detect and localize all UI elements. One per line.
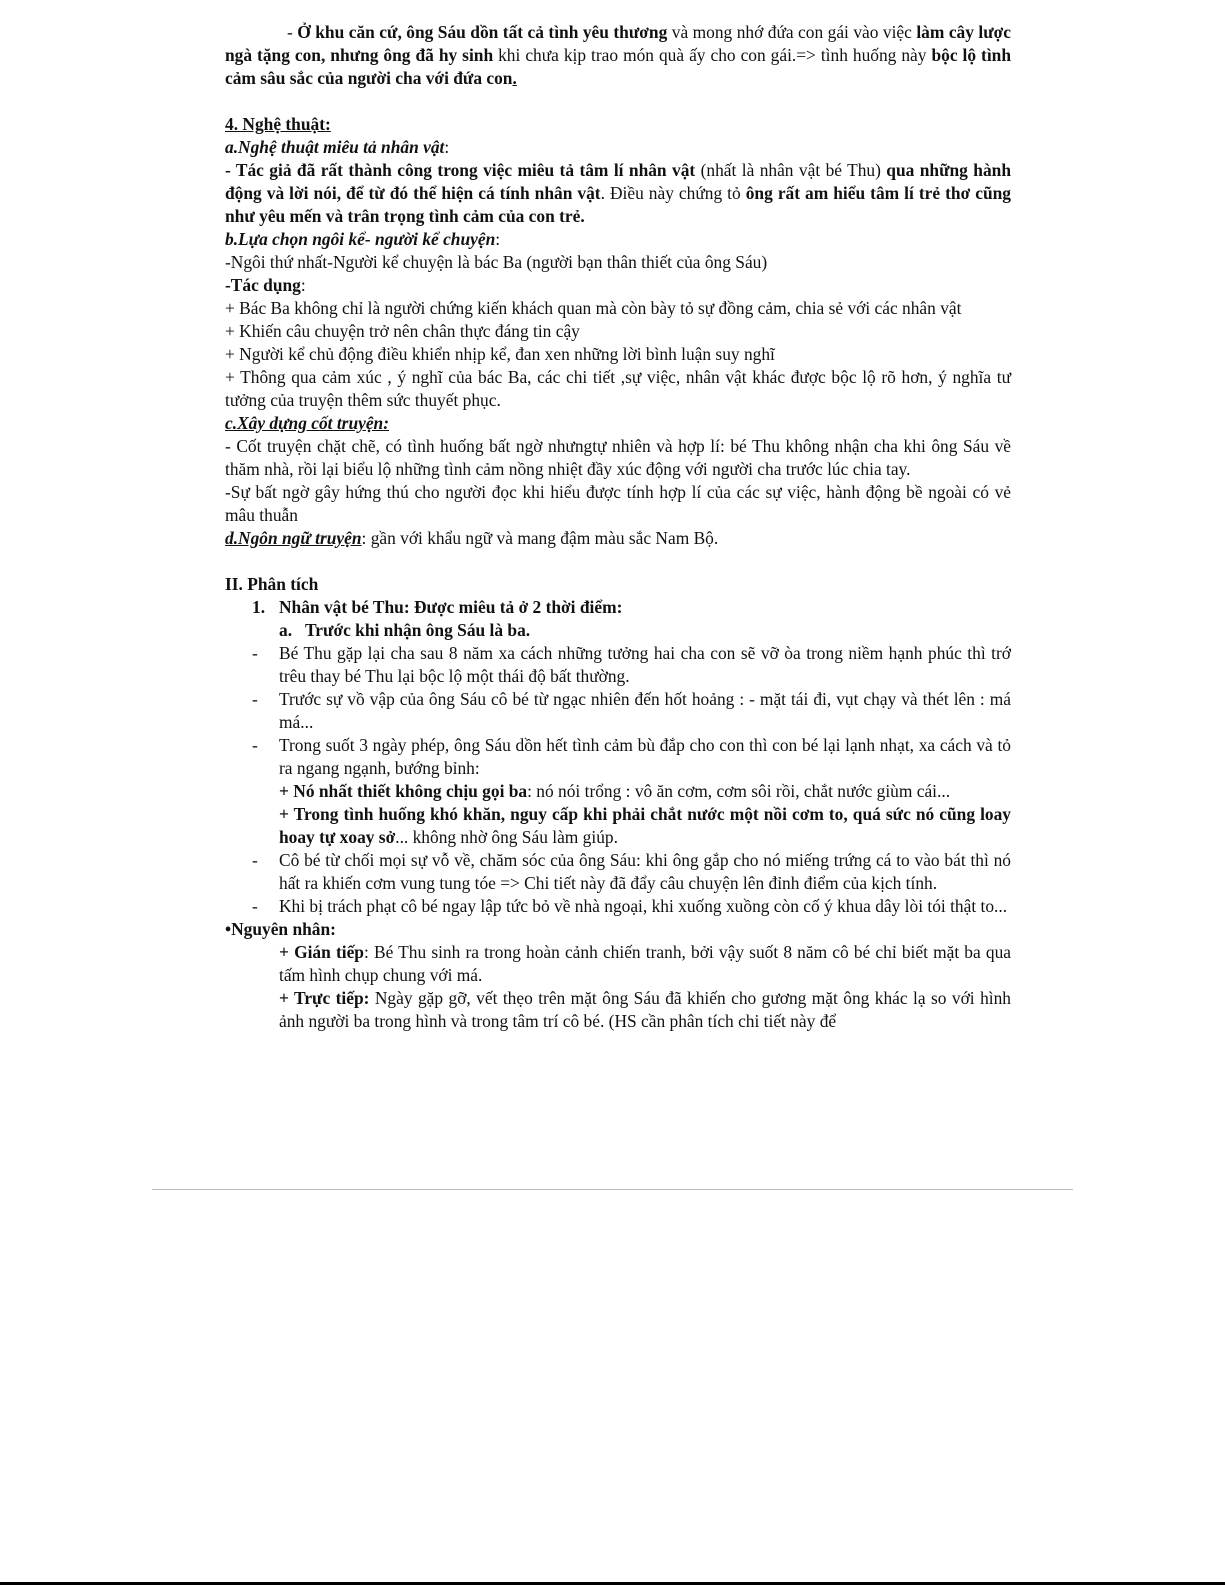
item-a-text: Trước khi nhận ông Sáu là ba. [305,620,531,640]
sub-item-1 [225,780,1011,803]
art-a-heading-text: a.Nghệ thuật miêu tả nhân vật [225,137,445,157]
page-divider [152,1189,1073,1190]
art-a-text-2: . Điều này chứng tỏ [600,183,746,203]
art-a-heading [225,136,1011,159]
intro-bold-3: bộc lộ tình cảm sâu sắc của người cha với đứa con [225,45,1011,88]
effect-colon: : [300,275,306,295]
cause-2-text: Ngày gặp gỡ, vết thẹo trên mặt ông Sáu đã khiến cho gương mặt ông khác lạ so với hình ảnh người ba trong hình và trong tâm trí cô bé. (HS cần phân tích chi tiết này để [279,988,1011,1031]
item-number: 1. [252,597,266,617]
art-d-line [225,527,1011,550]
effect-item: + Khiến câu chuyện trở nên chân thực đáng tin cậy [225,321,580,341]
cause-heading [225,918,1011,941]
effect-item: + Thông qua cảm xúc , ý nghĩ của bác Ba, các chi tiết ,sự việc, nhân vật khác được bộc lộ rõ hơn, ý nghĩa tư tưởng của truyện thêm sức thuyết phục. [225,367,1011,410]
sub-item-2 [225,803,1011,849]
dash-marker: - [252,643,258,663]
bullet-text: Trong suốt 3 ngày phép, ông Sáu dồn hết tình cảm bù đắp cho con thì con bé lại lạnh nhạt, xa cách và tỏ ra ngang ngạnh, bướng bỉnh: [279,735,1011,778]
dash-marker: - [252,850,258,870]
item-1-text: Nhân vật bé Thu: Được miêu tả ở 2 thời điểm: [279,597,623,617]
art-c-heading-text: c.Xây dựng cốt truyện: [225,413,390,433]
effect-label: -Tác dụng [225,275,301,295]
bullet-item [225,688,1011,734]
art-a-paragraph [225,159,1011,228]
dash-marker: - [252,689,258,709]
dash-marker: - [252,896,258,916]
art-c-line: -Sự bất ngờ gây hứng thú cho người đọc khi hiểu được tính hợp lí của các sự việc, hành động bề ngoài có vẻ mâu thuẫn [225,482,1011,525]
dash-marker: - [252,735,258,755]
item-letter: a. [279,620,293,640]
art-a-text-0: - Tác giả đã [225,160,321,180]
analysis-heading [225,573,1011,596]
art-heading [225,113,1011,136]
art-d-heading-text: d.Ngôn ngữ truyện [225,528,362,548]
effect-item: + Người kể chủ động điều khiển nhịp kể, đan xen những lời bình luận suy nghĩ [225,344,775,364]
bullet-item [225,642,1011,688]
cause-heading-text: •Nguyên nhân: [225,919,336,939]
art-a-bold-2: qua những hành động và lời nói, để từ đó thể hiện cá tính nhân vật [225,160,1011,203]
intro-bold-2: làm cây lược ngà tặng con, nhưng ông đã hy sinh [225,22,1012,65]
bullet-item [225,734,1011,780]
art-b-heading-text: b.Lựa chọn ngôi kể- người kể chuyện [225,229,496,249]
sub-1-bold: + Nó nhất thiết không chịu gọi ba [279,781,528,801]
art-heading-text: 4. Nghệ thuật: [225,114,331,134]
sub-2-bold: + Trong tình huống khó khăn, nguy cấp khi phải chắt nước một nồi cơm to, quá sức nó cũng loay hoay tự xoay sở [279,804,1011,847]
art-a-colon: : [444,137,450,157]
intro-text-1: và mong nhớ đứa con gái vào việc [667,22,917,42]
art-b-line: -Ngôi thứ nhất-Người kể chuyện là bác Ba (người bạn thân thiết của ông Sáu) [225,252,768,272]
analysis-item-1 [225,596,1011,619]
art-b-heading [225,228,1011,251]
cause-1-bold: + Gián tiếp [279,942,364,962]
bullet-text: Cô bé từ chối mọi sự vỗ về, chăm sóc của ông Sáu: khi ông gắp cho nó miếng trứng cá to vào bát thì nó hất ra khiến cơm vung tung tóe => Chi tiết này đã đẩy câu chuyện lên đỉnh điểm của kịch tính. [279,850,1011,893]
bullet-item [225,895,1011,918]
cause-item-1 [225,941,1011,987]
art-b-colon: : [495,229,501,249]
sub-2-text: ... không nhờ ông Sáu làm giúp. [395,827,618,847]
cause-1-text: : Bé Thu sinh ra trong hoàn cảnh chiến tranh, bởi vậy suốt 8 năm cô bé chỉ biết mặt ba qua tấm hình chụp chung với má. [279,942,1011,985]
intro-paragraph [225,21,1011,90]
page-content [225,21,1011,1033]
bullet-text: Trước sự vồ vập của ông Sáu cô bé từ ngạc nhiên đến hốt hoảng : - mặt tái đi, vụt chạy và thét lên : má má... [279,689,1011,732]
bullet-text: Bé Thu gặp lại cha sau 8 năm xa cách những tưởng hai cha con sẽ vỡ òa trong niềm hạnh phúc thì trớ trêu thay bé Thu lại bộc lộ một thái độ bất thường. [279,643,1011,686]
cause-item-2 [225,987,1011,1033]
intro-bold-3-period: . [512,68,517,88]
bullet-item [225,849,1011,895]
analysis-item-a [225,619,1011,642]
effect-item: + Bác Ba không chỉ là người chứng kiến khách quan mà còn bày tỏ sự đồng cảm, chia sẻ với các nhân vật [225,298,962,318]
art-a-text-1: (nhất là nhân vật bé Thu) [695,160,887,180]
art-c-line: - Cốt truyện chặt chẽ, có tình huống bất ngờ nhưngtự nhiên và hợp lí: bé Thu không nhận cha khi ông Sáu về thăm nhà, rồi lại biểu lộ những tình cảm nồng nhiệt đầy xúc động với người cha trước lúc chia tay. [225,436,1011,479]
effect-heading [225,274,1011,297]
art-c-heading [225,412,1011,435]
art-a-bold-3: ông rất am hiểu tâm lí trẻ thơ cũng như yêu mến và trân trọng tình cảm của con trẻ. [225,183,1011,226]
bullet-text: Khi bị trách phạt cô bé ngay lập tức bỏ về nhà ngoại, khi xuống xuồng còn cố ý khua dây lòi tói thật to... [279,896,1008,916]
intro-bold-1: Ở khu căn cứ, ông Sáu dồn tất cả tình yêu thương [297,22,668,42]
analysis-heading-text: II. Phân tích [225,574,319,594]
art-d-text: : gần với khẩu ngữ và mang đậm màu sắc Nam Bộ. [361,528,719,548]
cause-2-bold: + Trực tiếp: [279,988,370,1008]
intro-prefix: - [287,22,298,42]
intro-text-2: khi chưa kịp trao món quà ấy cho con gái.=> tình huống này [493,45,932,65]
sub-1-text: : nó nói trổng : vô ăn cơm, cơm sôi rồi, chắt nước giùm cái... [527,781,951,801]
art-a-bold-1: rất thành công trong việc miêu tả tâm lí nhân vật [320,160,696,180]
